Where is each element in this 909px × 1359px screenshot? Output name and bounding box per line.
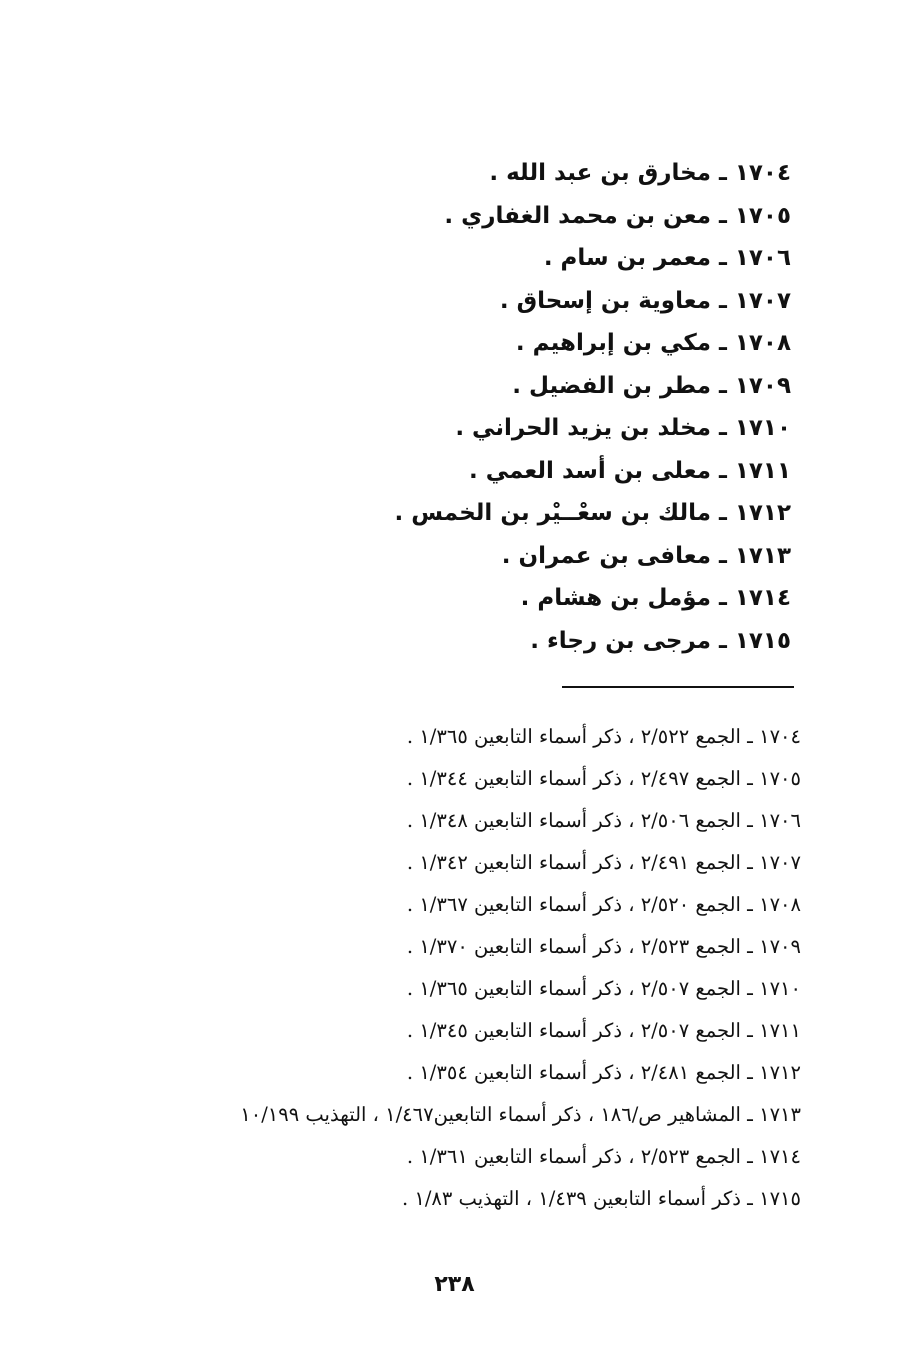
entry-item: ١٧٠٥ ـ معن بن محمد الغفاري . (444, 202, 791, 229)
footnote-item: ١٧٠٤ ـ الجمع ٢/٥٢٢ ، ذكر أسماء التابعين ١/٣٦٥ . (406, 725, 801, 748)
footnote-item: ١٧١٥ ـ ذكر أسماء التابعين ١/٤٣٩ ، التهذيب ١/٨٣ . (401, 1187, 801, 1210)
entry-item: ١٧٠٤ ـ مخارق بن عبد الله . (489, 160, 791, 186)
footnote-item: ١٧١٠ ـ الجمع ٢/٥٠٧ ، ذكر أسماء التابعين ١/٣٦٥ . (406, 977, 801, 1000)
page-number: ٢٣٨ (434, 1272, 475, 1297)
entries-list (231, 152, 791, 662)
entry-item: ١٧١٢ ـ مالك بن سعْــيْر بن الخمس . (394, 500, 791, 526)
footnote-item: ١٧٠٥ ـ الجمع ٢/٤٩٧ ، ذكر أسماء التابعين ١/٣٤٤ . (406, 767, 801, 790)
footnote-item: ١٧١٣ ـ المشاهير ص/١٨٦ ، ذكر أسماء التابعين١/٤٦٧ ، التهذيب ١٠/١٩٩ (240, 1103, 801, 1126)
footnote-item: ١٧١٤ ـ الجمع ٢/٥٢٣ ، ذكر أسماء التابعين ١/٣٦١ . (406, 1145, 801, 1168)
footnote-separator (562, 686, 794, 688)
entry-item: ١٧١٤ ـ مؤمل بن هشام . (520, 585, 791, 611)
entry-item: ١٧٠٦ ـ معمر بن سام . (543, 245, 791, 271)
footnote-item: ١٧٠٦ ـ الجمع ٢/٥٠٦ ، ذكر أسماء التابعين ١/٣٤٨ . (406, 809, 801, 832)
entry-item: ١٧٠٨ ـ مكي بن إبراهيم . (515, 330, 791, 356)
footnote-item: ١٧١٢ ـ الجمع ٢/٤٨١ ، ذكر أسماء التابعين ١/٣٥٤ . (406, 1061, 801, 1084)
entry-item: ١٧١٥ ـ مرجى بن رجاء . (530, 627, 791, 654)
entry-item: ١٧١٣ ـ معافى بن عمران . (501, 542, 791, 569)
footnote-item: ١٧٠٧ ـ الجمع ٢/٤٩١ ، ذكر أسماء التابعين ١/٣٤٢ . (406, 851, 801, 874)
entry-item: ١٧٠٧ ـ معاوية بن إسحاق . (499, 287, 791, 314)
footnote-item: ١٧٠٨ ـ الجمع ٢/٥٢٠ ، ذكر أسماء التابعين ١/٣٦٧ . (406, 893, 801, 916)
footnotes-list (101, 716, 801, 1220)
footnote-item: ١٧٠٩ ـ الجمع ٢/٥٢٣ ، ذكر أسماء التابعين ١/٣٧٠ . (406, 935, 801, 958)
entry-item: ١٧١١ ـ معلى بن أسد العمي . (469, 457, 791, 484)
footnote-item: ١٧١١ ـ الجمع ٢/٥٠٧ ، ذكر أسماء التابعين ١/٣٤٥ . (406, 1019, 801, 1042)
entry-item: ١٧٠٩ ـ مطر بن الفضيل . (512, 372, 791, 399)
entry-item: ١٧١٠ ـ مخلد بن يزيد الحراني . (455, 415, 791, 441)
